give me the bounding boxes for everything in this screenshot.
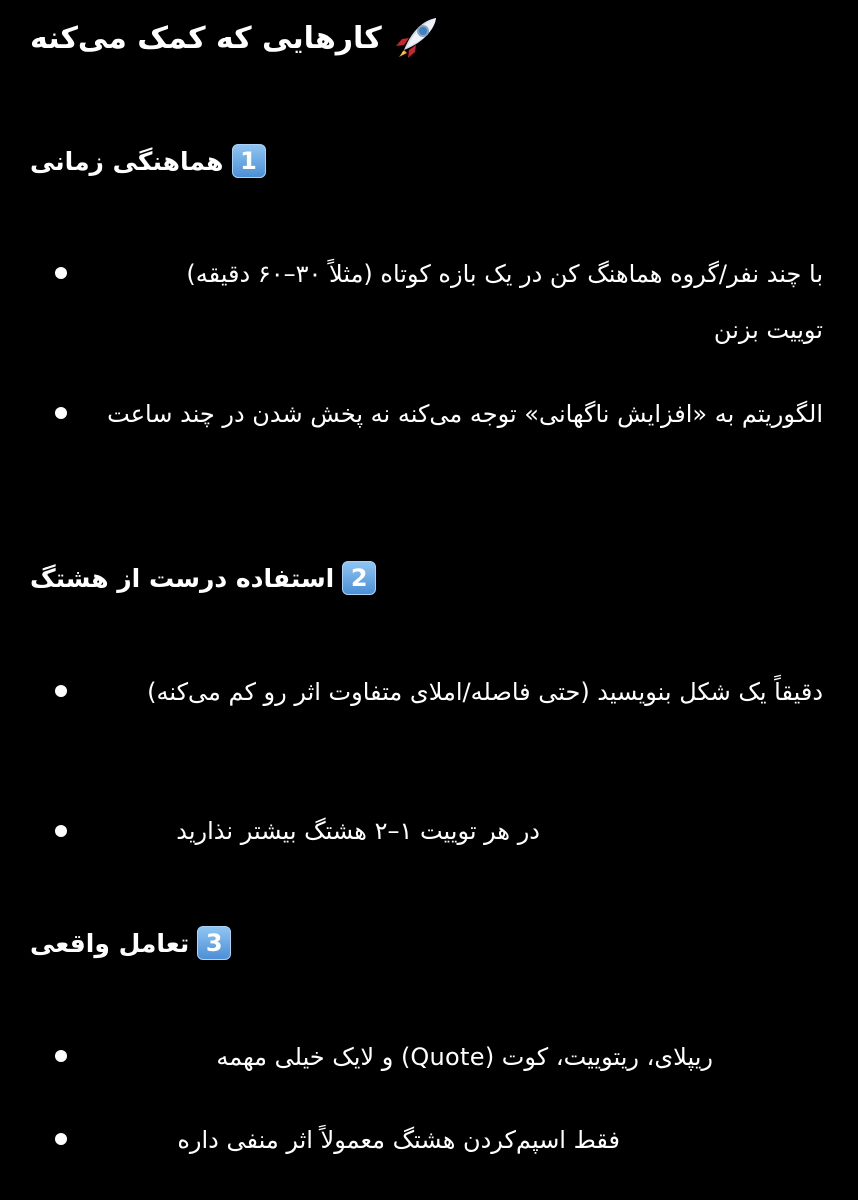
section-heading-text: تعامل واقعی	[30, 928, 190, 958]
list-item: دقیقاً یک شکل بنویسید (حتی فاصله/املای متفاوت اثر رو کم می‌کنه)	[147, 678, 823, 706]
bullet-icon	[55, 1133, 67, 1145]
bullet-icon	[55, 267, 67, 279]
bullet-icon	[55, 407, 67, 419]
page-title	[30, 6, 510, 70]
bullet-icon	[55, 685, 67, 697]
section-heading-text: هماهنگی زمانی	[30, 146, 224, 176]
list-item: الگوریتم به «افزایش ناگهانی» توجه می‌کنه نه پخش شدن در چند ساعت	[107, 400, 823, 428]
section-heading-3	[30, 919, 252, 967]
section-heading-2	[30, 554, 400, 602]
list-item: فقط اسپم‌کردن هشتگ معمولاً اثر منفی داره	[177, 1126, 620, 1154]
number-badge-2: 2	[342, 561, 376, 595]
section-heading-text: استفاده درست از هشتگ	[30, 563, 335, 593]
number-badge-1: 1	[232, 144, 266, 178]
page-title-text: کارهایی که کمک می‌کنه	[30, 20, 382, 56]
list-item: ریپلای، ریتوییت، کوت (Quote) و لایک خیلی مهمه	[216, 1043, 713, 1071]
list-item: در هر توییت ۱–۲ هشتگ بیشتر نذارید	[176, 817, 540, 845]
number-badge-3: 3	[197, 926, 231, 960]
bullet-icon	[55, 1050, 67, 1062]
rocket-icon	[390, 12, 442, 64]
bullet-icon	[55, 825, 67, 837]
list-item: با چند نفر/گروه هماهنگ کن در یک بازه کوتاه (مثلاً ۳۰–۶۰ دقیقه) توییت بزنن	[186, 260, 823, 344]
section-heading-1	[30, 137, 290, 185]
